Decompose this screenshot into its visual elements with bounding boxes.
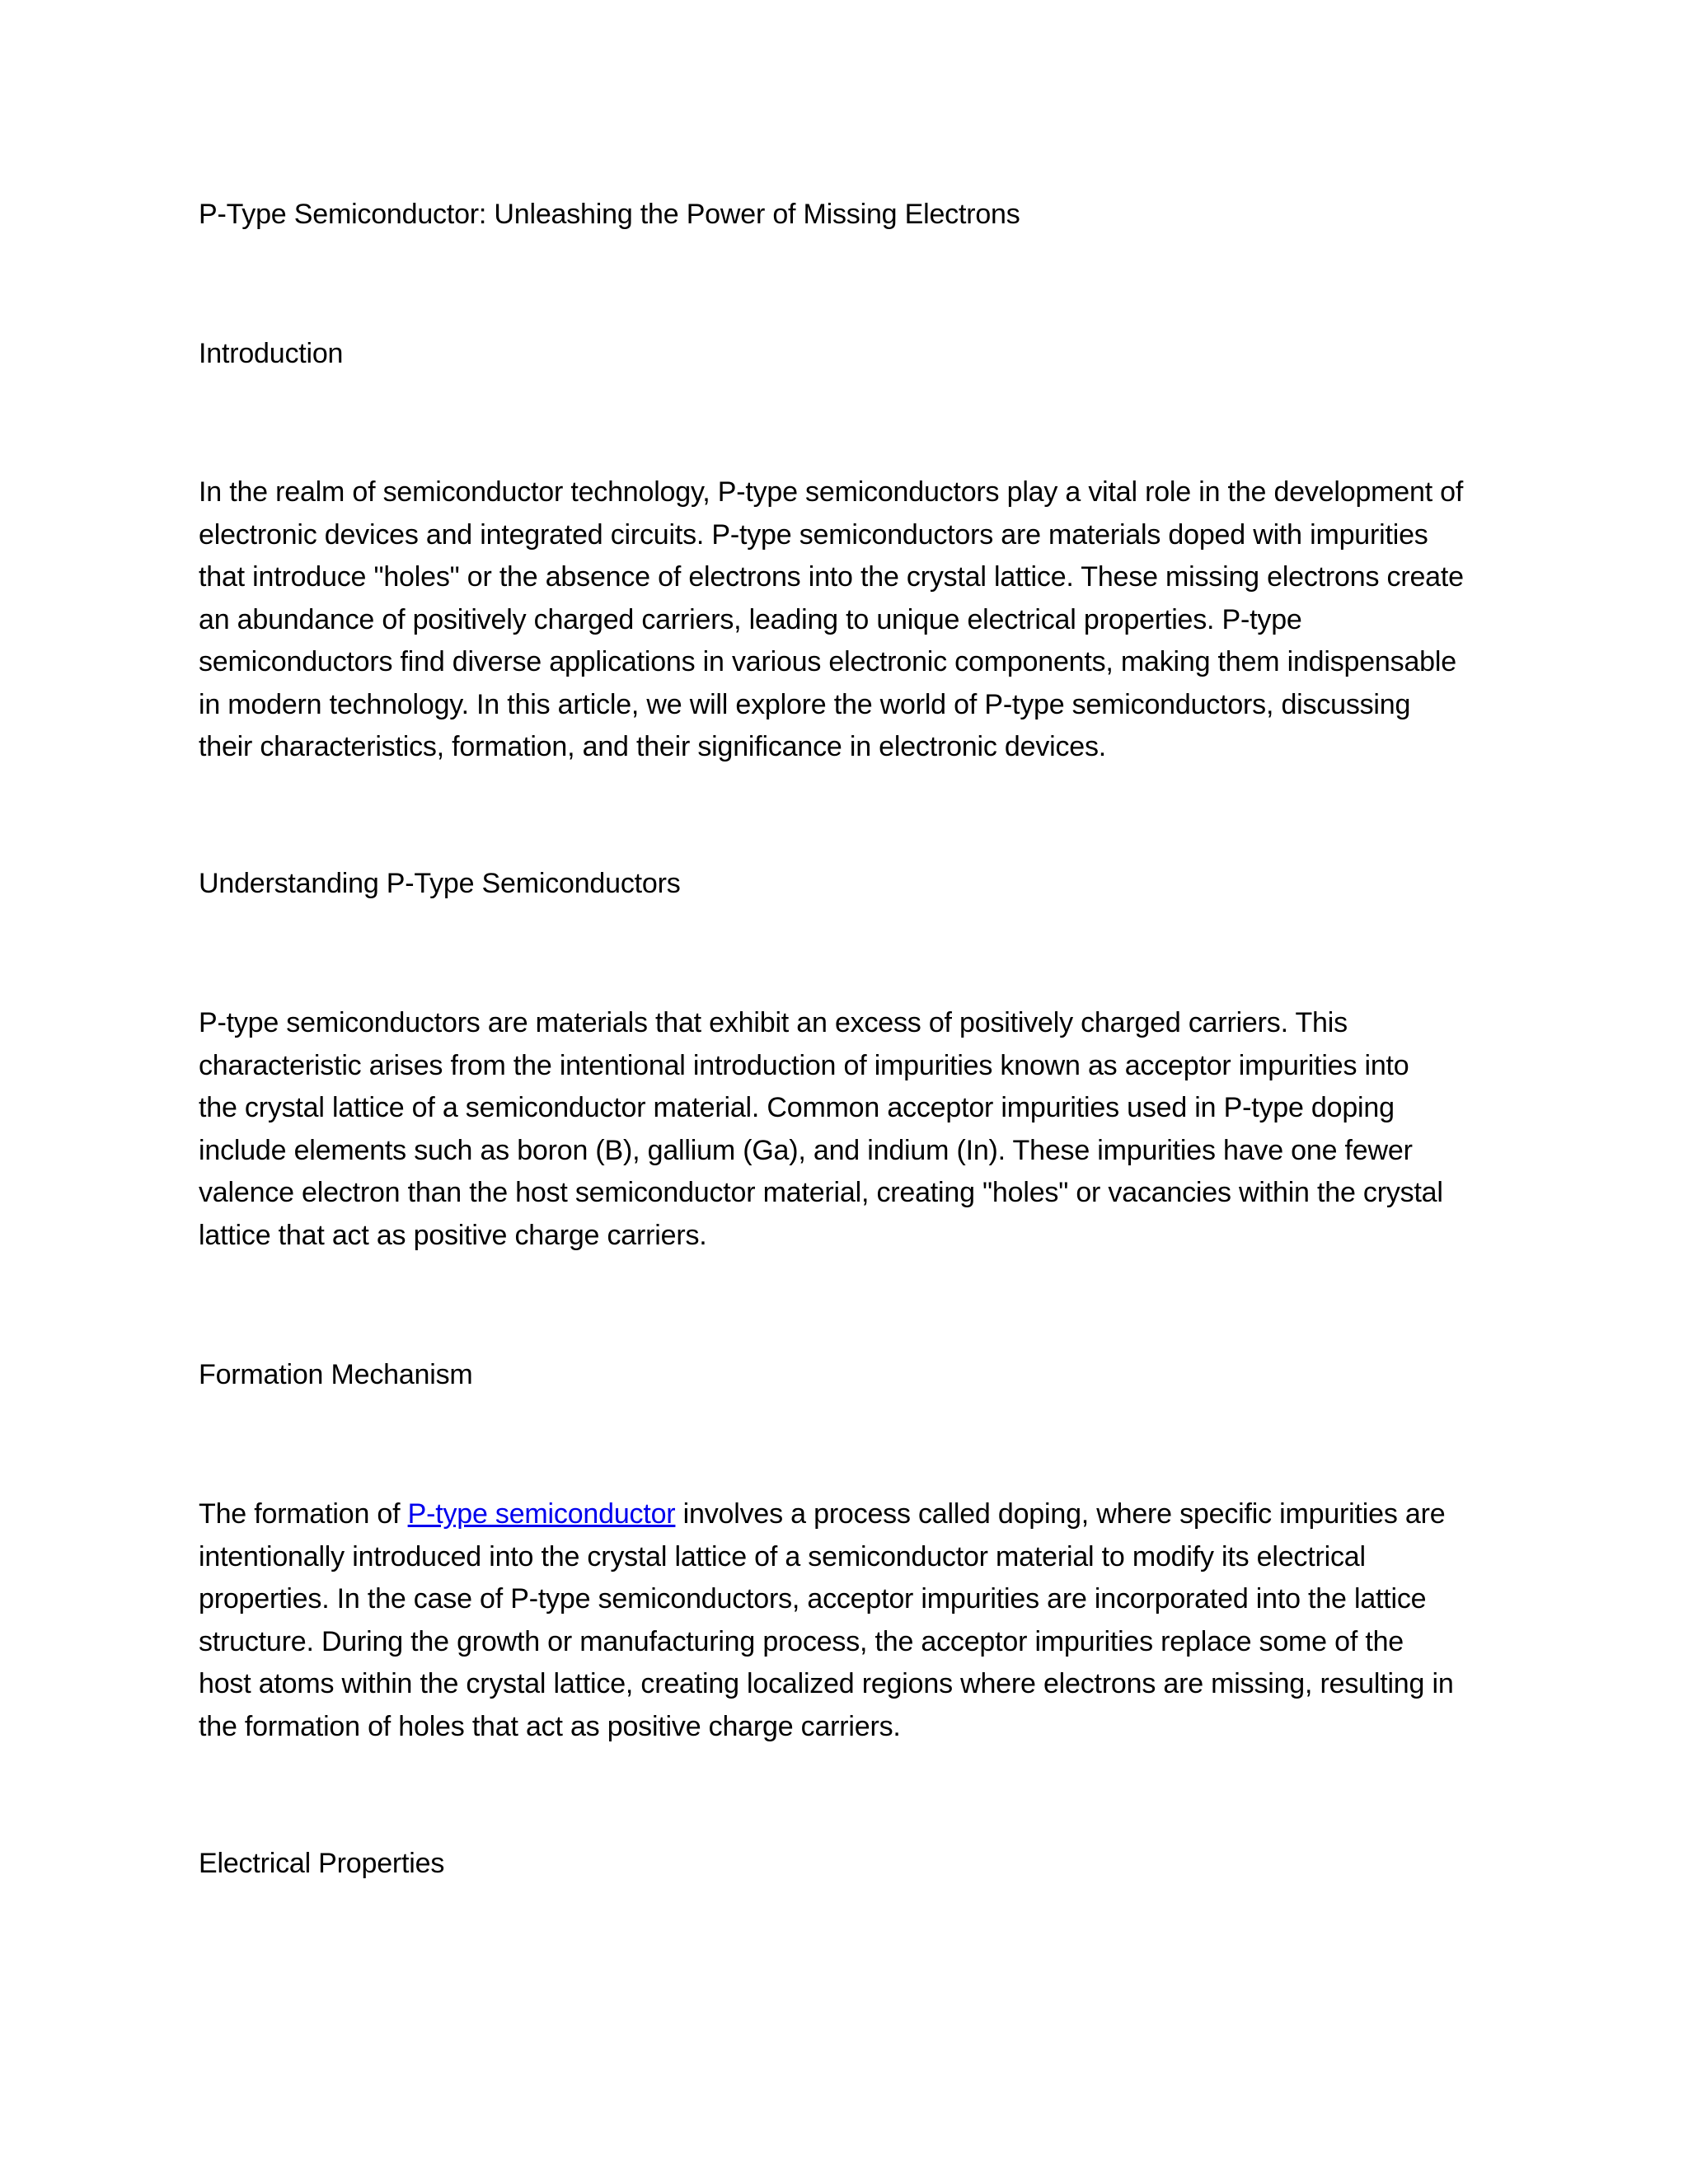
- paragraph-line: structure. During the growth or manufacturing process, the acceptor impurities replace some of the: [199, 1625, 1404, 1657]
- paragraph-line: properties. In the case of P-type semiconductors, acceptor impurities are incorporated into the lattice: [199, 1583, 1427, 1615]
- section-heading-formation: Formation Mechanism: [199, 1359, 473, 1390]
- paragraph-line: [199, 1493, 1501, 1536]
- paragraph-line: characteristic arises from the intentional introduction of impurities known as acceptor impurities into: [199, 1049, 1409, 1081]
- paragraph-line: an abundance of positively charged carriers, leading to unique electrical properties. P-type: [199, 603, 1302, 635]
- paragraph-line: P-type semiconductors are materials that exhibit an excess of positively charged carriers. This: [199, 1007, 1348, 1038]
- line-text: The formation of: [199, 1498, 408, 1530]
- section-heading-understanding: Understanding P-Type Semiconductors: [199, 868, 681, 899]
- paragraph-line: the crystal lattice of a semiconductor material. Common acceptor impurities used in P-type doping: [199, 1092, 1395, 1123]
- paragraph-line: lattice that act as positive charge carriers.: [199, 1219, 707, 1251]
- paragraph-line: in modern technology. In this article, we will explore the world of P-type semiconductors, discussing: [199, 688, 1411, 720]
- paragraph-introduction: [199, 471, 1501, 769]
- paragraph-line: In the realm of semiconductor technology, P-type semiconductors play a vital role in the development of: [199, 476, 1464, 508]
- section-heading-electrical-properties: Electrical Properties: [199, 1848, 445, 1879]
- paragraph-line: include elements such as boron (B), gallium (Ga), and indium (In). These impurities have one fewer: [199, 1134, 1413, 1166]
- line-text: involves a process called doping, where specific impurities are: [675, 1498, 1446, 1530]
- paragraph-line: electronic devices and integrated circuits. P-type semiconductors are materials doped with impurities: [199, 518, 1428, 551]
- document-title: P-Type Semiconductor: Unleashing the Power of Missing Electrons: [199, 199, 1020, 230]
- paragraph-line: the formation of holes that act as positive charge carriers.: [199, 1710, 901, 1742]
- paragraph-understanding: [199, 1002, 1501, 1257]
- paragraph-line: their characteristics, formation, and their significance in electronic devices.: [199, 731, 1107, 762]
- paragraph-line: intentionally introduced into the crystal lattice of a semiconductor material to modify its electrical: [199, 1540, 1366, 1572]
- paragraph-line: host atoms within the crystal lattice, creating localized regions where electrons are missing, resulting in: [199, 1668, 1454, 1699]
- paragraph-line: valence electron than the host semiconductor material, creating "holes" or vacancies within the crystal: [199, 1177, 1443, 1208]
- paragraph-line: that introduce "holes" or the absence of electrons into the crystal lattice. These missing electrons create: [199, 561, 1464, 593]
- section-heading-introduction: Introduction: [199, 338, 344, 369]
- paragraph-formation: [199, 1493, 1501, 1748]
- paragraph-line: semiconductors find diverse applications in various electronic components, making them indispensable: [199, 646, 1456, 677]
- p-type-semiconductor-link[interactable]: P-type semiconductor: [407, 1498, 676, 1530]
